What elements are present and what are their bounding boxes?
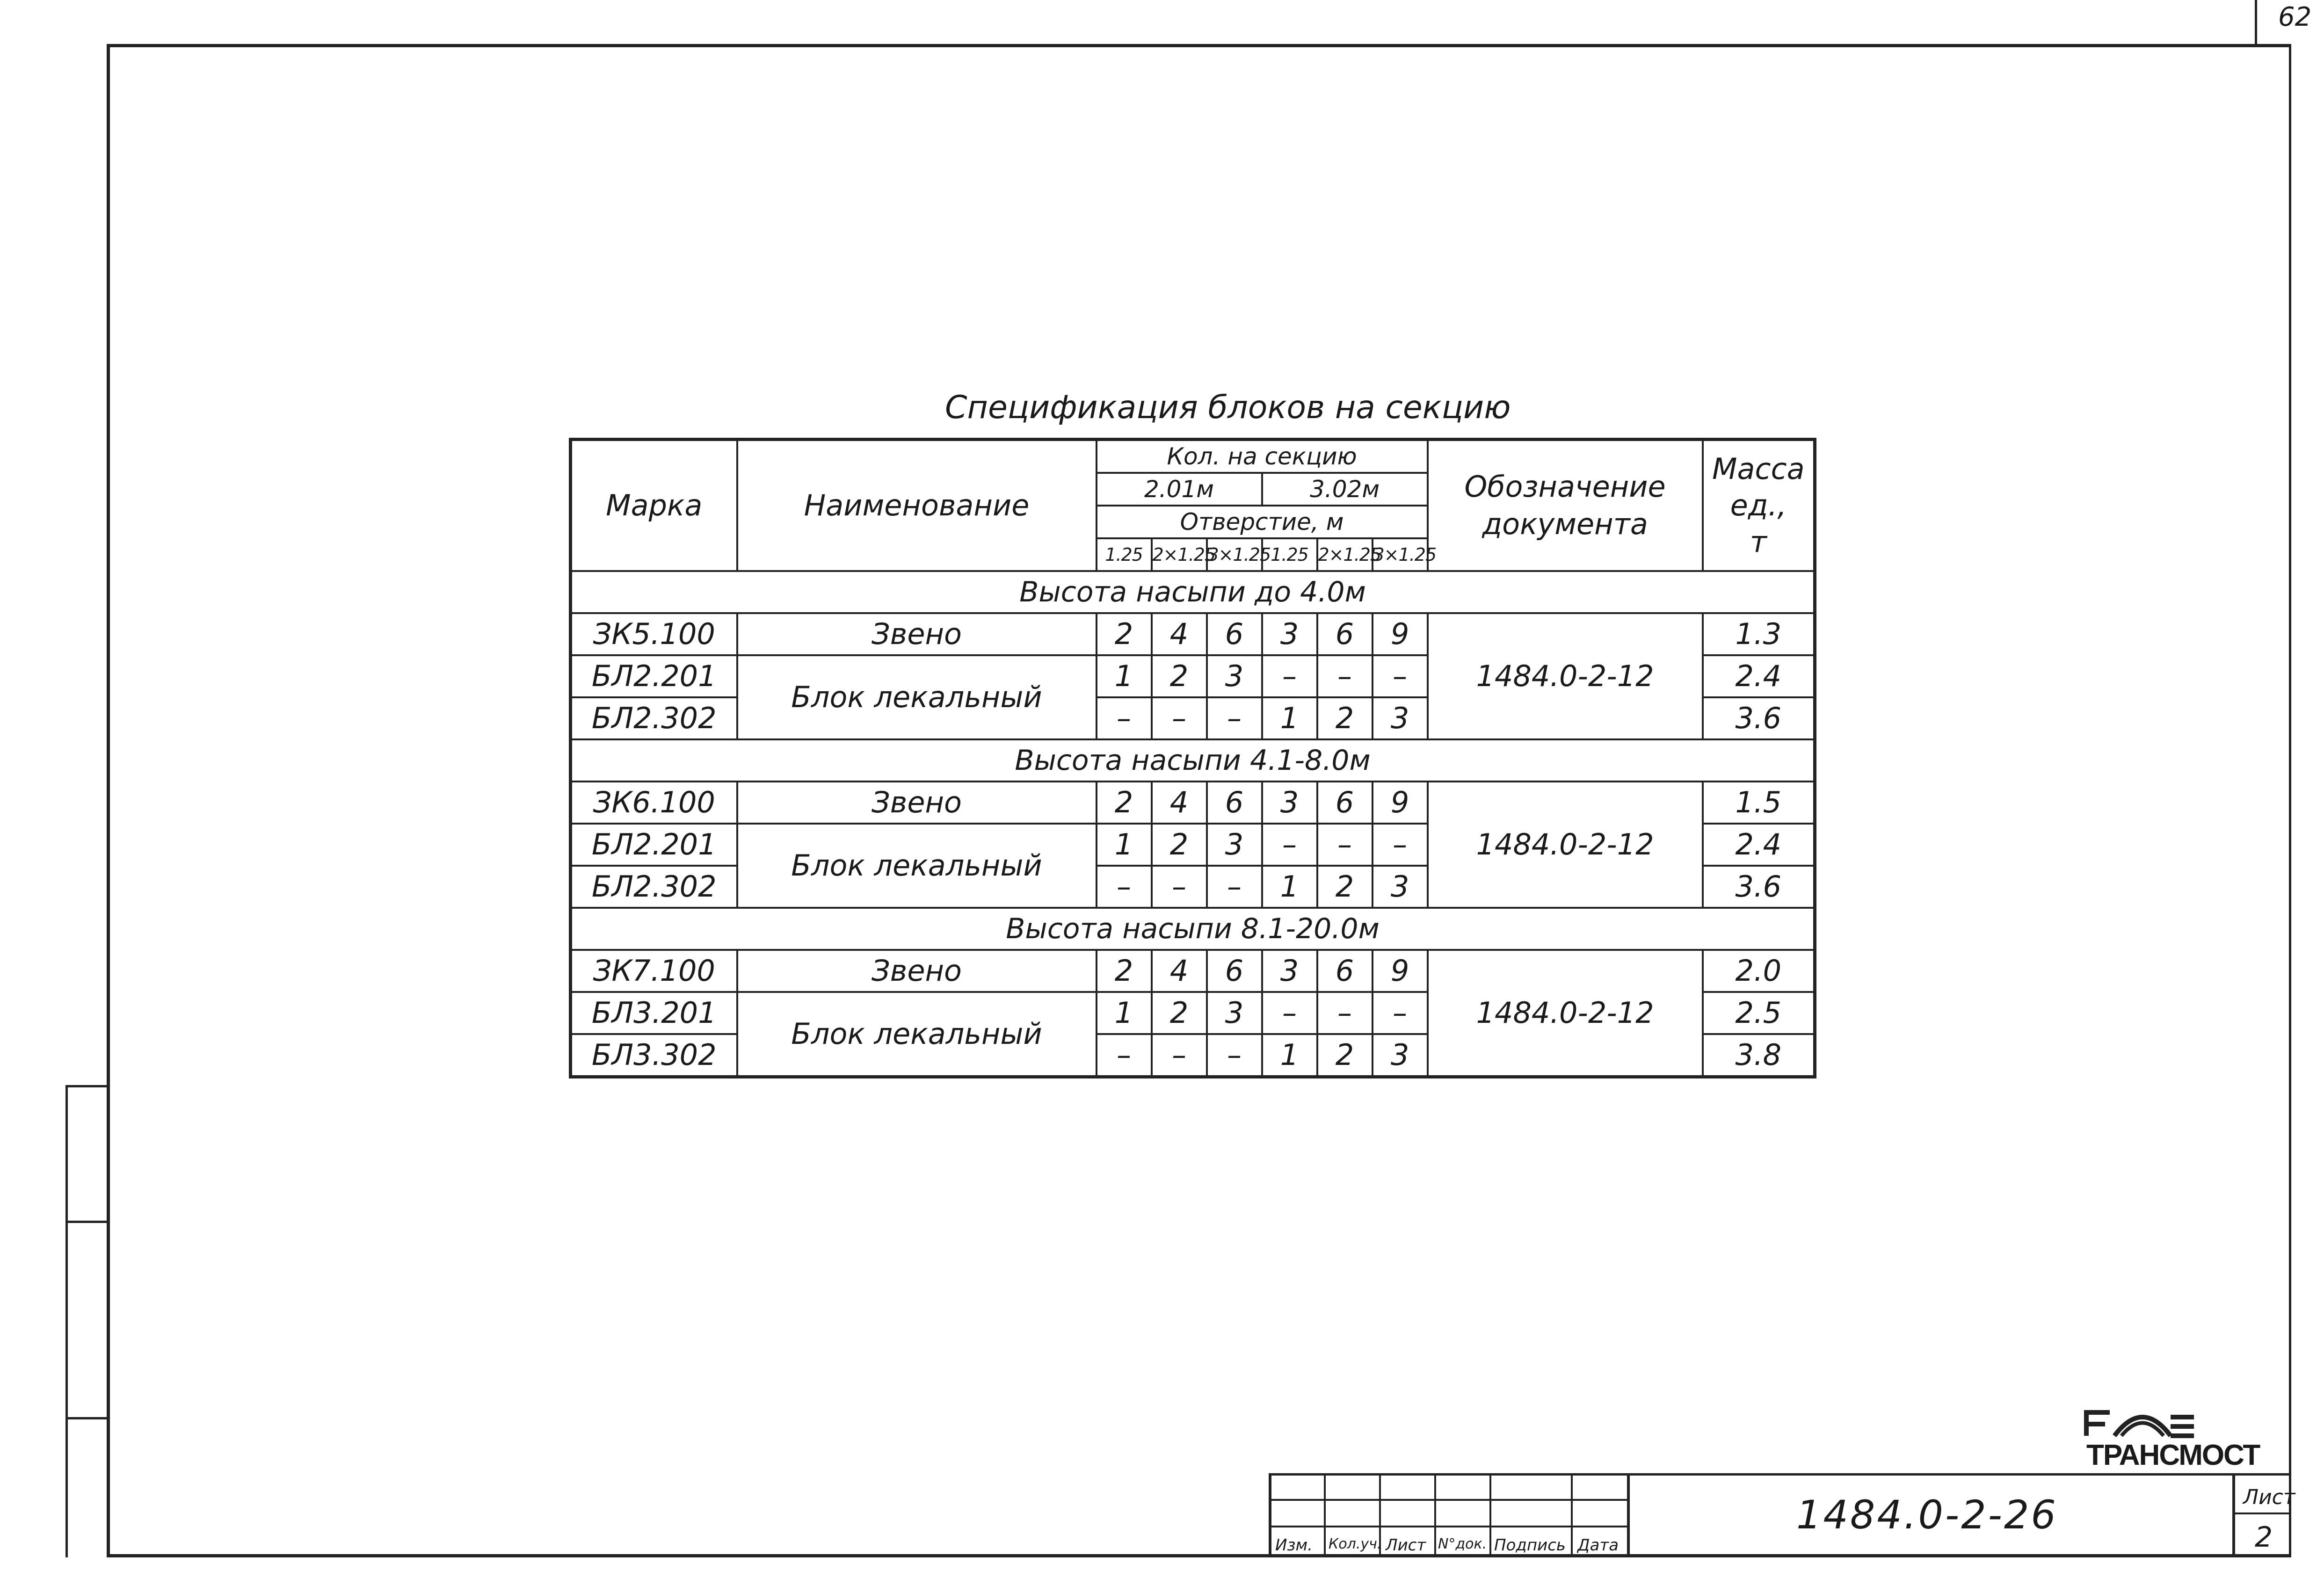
cell-qty: 2	[1152, 992, 1207, 1034]
cell-qty: 1	[1097, 992, 1152, 1034]
cell-name: Звено	[737, 782, 1097, 824]
title-block-top-line	[1269, 1473, 2291, 1476]
cell-qty: 2	[1317, 866, 1373, 908]
sheet-cell-line	[2232, 1512, 2291, 1514]
grid-line	[1269, 1526, 1629, 1527]
cell-qty: –	[1152, 697, 1207, 739]
header-designation	[1428, 440, 1703, 572]
cell-qty: 2	[1097, 613, 1152, 655]
header-opening-value: 3×1.25	[1373, 538, 1428, 571]
cell-qty: 2	[1317, 1034, 1373, 1077]
cell-qty: 3	[1207, 655, 1262, 697]
cell-mass: 2.4	[1703, 655, 1815, 697]
label-list: Лист	[1386, 1536, 1426, 1555]
binding-cell	[68, 1085, 109, 1221]
grid-line	[1489, 1473, 1491, 1557]
cell-mark: БЛ3.302	[571, 1034, 737, 1077]
cell-qty: –	[1152, 866, 1207, 908]
cell-designation: 1484.0-2-12	[1428, 613, 1703, 739]
header-opening: Отверстие, м	[1097, 506, 1428, 538]
header-opening-value: 1.25	[1097, 538, 1152, 571]
cell-designation: 1484.0-2-12	[1428, 950, 1703, 1077]
binding-cell	[68, 1221, 109, 1417]
cell-qty: 4	[1152, 613, 1207, 655]
cell-mass: 2.4	[1703, 824, 1815, 866]
sheet-label: Лист	[2243, 1485, 2295, 1509]
cell-mass: 1.3	[1703, 613, 1815, 655]
cell-qty: 3	[1207, 824, 1262, 866]
cell-qty: –	[1262, 992, 1317, 1034]
cell-qty: –	[1207, 866, 1262, 908]
logo-text: ТРАНСМОСТ	[2086, 1439, 2260, 1471]
cell-mass: 3.6	[1703, 866, 1815, 908]
grid-line	[1269, 1499, 1629, 1501]
header-designation-line2: документа	[1482, 507, 1648, 541]
cell-name: Блок лекальный	[737, 992, 1097, 1077]
cell-qty: –	[1317, 992, 1373, 1034]
header-opening-value: 2×1.25	[1152, 538, 1207, 571]
header-span-2: 3.02м	[1262, 473, 1428, 506]
cell-qty: –	[1262, 655, 1317, 697]
cell-mark: БЛ2.201	[571, 655, 737, 697]
cell-mark: ЗК5.100	[571, 613, 737, 655]
cell-qty: 4	[1152, 950, 1207, 992]
header-mass-line1: Масса	[1712, 452, 1805, 486]
grid-line	[1434, 1473, 1436, 1557]
cell-qty: 6	[1207, 613, 1262, 655]
label-n-dok: N°док.	[1438, 1536, 1487, 1552]
title-block	[1269, 1473, 2291, 1557]
cell-qty: 2	[1097, 950, 1152, 992]
sheet-number: 2	[2255, 1521, 2273, 1554]
cell-qty: 3	[1262, 782, 1317, 824]
cell-qty: 6	[1207, 782, 1262, 824]
cell-name: Звено	[737, 613, 1097, 655]
cell-qty: –	[1097, 697, 1152, 739]
grid-line	[1324, 1473, 1326, 1557]
cell-qty: 1	[1262, 866, 1317, 908]
cell-qty: 3	[1207, 992, 1262, 1034]
cell-mass: 1.5	[1703, 782, 1815, 824]
cell-mark: БЛ2.302	[571, 697, 737, 739]
cell-qty: –	[1373, 824, 1428, 866]
cell-qty: 3	[1373, 697, 1428, 739]
cell-qty: –	[1097, 1034, 1152, 1077]
header-mark: Марка	[571, 440, 737, 572]
section-title: Высота насыпи 4.1-8.0м	[571, 739, 1815, 782]
cell-qty: 1	[1097, 824, 1152, 866]
cell-qty: 3	[1373, 1034, 1428, 1077]
label-data: Дата	[1577, 1536, 1619, 1555]
cell-qty: 2	[1097, 782, 1152, 824]
cell-qty: 1	[1262, 697, 1317, 739]
cell-name: Блок лекальный	[737, 655, 1097, 739]
section-title: Высота насыпи 8.1-20.0м	[571, 908, 1815, 950]
cell-name: Блок лекальный	[737, 824, 1097, 908]
cell-mark: БЛ2.201	[571, 824, 737, 866]
binding-cell	[68, 1417, 109, 1557]
cell-name: Звено	[737, 950, 1097, 992]
specification-table	[569, 438, 1816, 1078]
cell-qty: 1	[1097, 655, 1152, 697]
header-qty-group: Кол. на секцию	[1097, 440, 1428, 473]
cell-qty: 2	[1317, 697, 1373, 739]
cell-qty: 6	[1317, 613, 1373, 655]
cell-qty: 9	[1373, 782, 1428, 824]
cell-mass: 2.5	[1703, 992, 1815, 1034]
cell-qty: 6	[1317, 950, 1373, 992]
header-opening-value: 1.25	[1262, 538, 1317, 571]
header-span-1: 2.01м	[1097, 473, 1262, 506]
label-podpis: Подпись	[1494, 1536, 1566, 1555]
cell-qty: 4	[1152, 782, 1207, 824]
label-izm: Изм.	[1275, 1536, 1313, 1555]
header-opening-value: 2×1.25	[1317, 538, 1373, 571]
table-title: Спецификация блоков на секцию	[945, 389, 1511, 426]
cell-designation: 1484.0-2-12	[1428, 782, 1703, 908]
cell-qty: 6	[1317, 782, 1373, 824]
header-mass-line2: ед.,	[1730, 488, 1787, 522]
cell-qty: 3	[1262, 613, 1317, 655]
cell-mass: 3.6	[1703, 697, 1815, 739]
cell-mark: ЗК7.100	[571, 950, 737, 992]
sheet-cell-line	[2232, 1473, 2235, 1557]
header-mass	[1703, 440, 1815, 572]
cell-qty: –	[1262, 824, 1317, 866]
cell-qty: 2	[1152, 655, 1207, 697]
cell-qty: –	[1097, 866, 1152, 908]
cell-mark: БЛ2.302	[571, 866, 737, 908]
section-title: Высота насыпи до 4.0м	[571, 571, 1815, 613]
cell-qty: –	[1317, 655, 1373, 697]
cell-mark: ЗК6.100	[571, 782, 737, 824]
header-opening-value: 3×1.25	[1207, 538, 1262, 571]
cell-mass: 2.0	[1703, 950, 1815, 992]
cell-qty: –	[1317, 824, 1373, 866]
page-number: 62	[2278, 2, 2312, 32]
cell-mass: 3.8	[1703, 1034, 1815, 1077]
header-designation-line1: Обозначение	[1464, 470, 1666, 504]
binding-strip	[65, 1085, 107, 1557]
cell-qty: 3	[1262, 950, 1317, 992]
header-mass-line3: т	[1750, 525, 1767, 559]
header-name: Наименование	[737, 440, 1097, 572]
cell-qty: 2	[1152, 824, 1207, 866]
cell-mark: БЛ3.201	[571, 992, 737, 1034]
grid-line	[1627, 1473, 1630, 1557]
cell-qty: –	[1373, 992, 1428, 1034]
cell-qty: –	[1207, 1034, 1262, 1077]
cell-qty: –	[1373, 655, 1428, 697]
label-kol-uch: Кол.уч.	[1329, 1536, 1382, 1552]
document-number: 1484.0-2-26	[1796, 1492, 2058, 1538]
cell-qty: 6	[1207, 950, 1262, 992]
grid-line	[1571, 1473, 1573, 1557]
cell-qty: –	[1207, 697, 1262, 739]
cell-qty: 1	[1262, 1034, 1317, 1077]
cell-qty: 9	[1373, 613, 1428, 655]
cell-qty: 9	[1373, 950, 1428, 992]
title-block-left-line	[1269, 1473, 1271, 1557]
cell-qty: –	[1152, 1034, 1207, 1077]
cell-qty: 3	[1373, 866, 1428, 908]
